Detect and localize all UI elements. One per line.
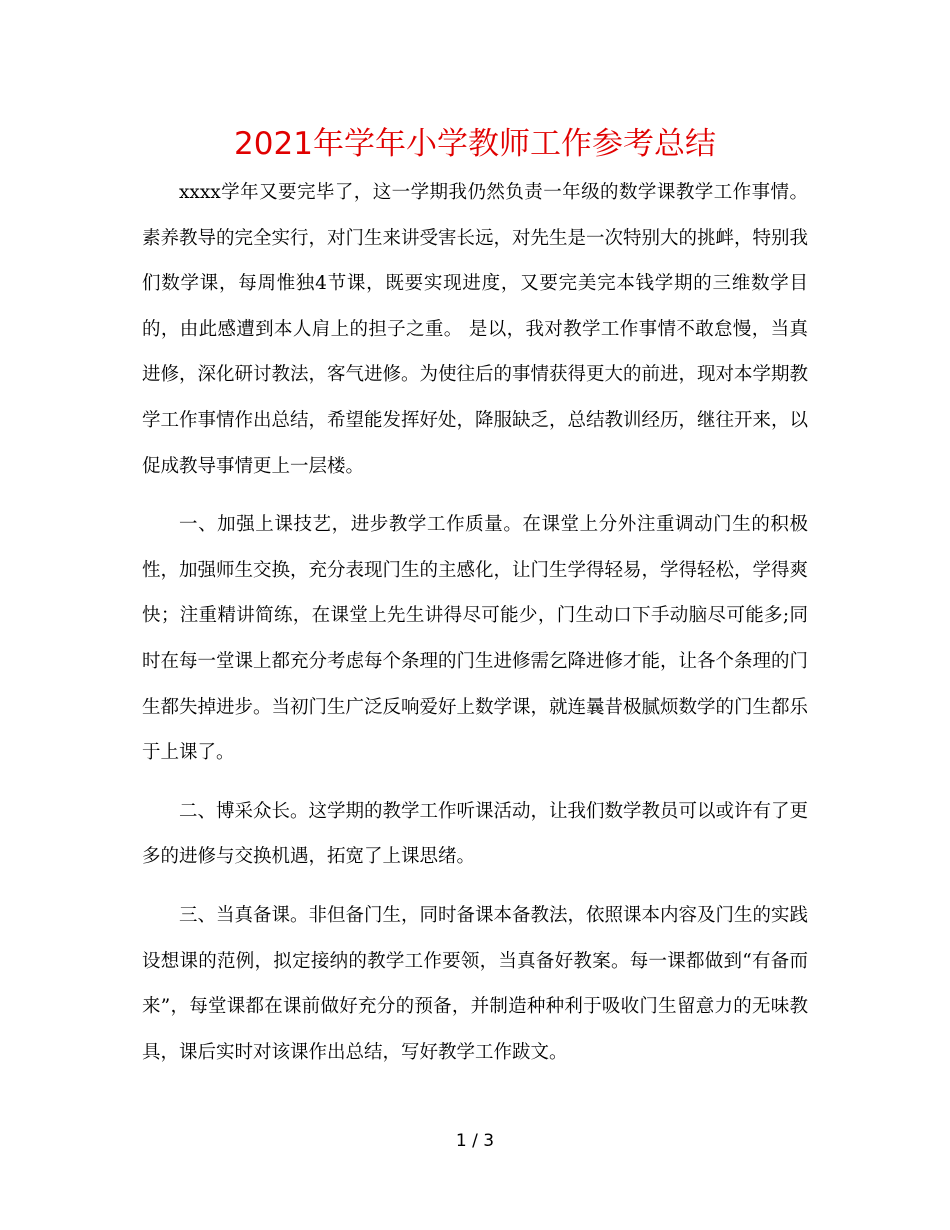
paragraph-section-3: 三、当真备课。非但备门生，同时备课本备教法，依照课本内容及门生的实践设想课的范例，拟定接纳的教学工作要领，当真备好教案。每一课都做到“有备而来”，每堂课都在课前做好充分的预备，并制造种种利于吸收门生留意力的无味教具，课后实时对该课作出总结，写好教学工作跋文。 bbox=[142, 904, 809, 1063]
paragraph-section-1: 一、加强上课技艺，进步教学工作质量。在课堂上分外注重调动门生的积极性，加强师生交换，充分表现门生的主感化，让门生学得轻易，学得轻松，学得爽快；注重精讲简练，在课堂上先生讲得尽可能少，门生动口下手动脑尽可能多;同时在每一堂课上都充分考虑每个条理的门生进修需乞降进修才能，让各个条理的门生都失掉进步。当初门生广泛反响爱好上数学课，就连曩昔极腻烦数学的门生都乐于上课了。 bbox=[142, 514, 809, 764]
paragraph-intro: xxxx学年又要完毕了，这一学期我仍然负责一年级的数学课教学工作事情。素养教导的完全实行，对门生来讲受害长远，对先生是一次特别大的挑衅，特别我们数学课，每周惟独4节课，既要实现进度，又要完美完本钱学期的三维数学目的，由此感遭到本人肩上的担子之重。 是以，我对教学工作事情不敢怠慢，当真进修，深化研讨教法，客气进修。为使往后的事情获得更大的前进，现对本学期教学工作事情作出总结，希望能发挥好处，降服缺乏，总结教训经历，继往开来，以促成教导事情更上一层楼。 bbox=[142, 182, 809, 477]
paragraph-section-2: 二、博采众长。这学期的教学工作听课活动，让我们数学教员可以或许有了更多的进修与交换机遇，拓宽了上课思绪。 bbox=[142, 800, 809, 868]
document-title: 2021年学年小学教师工作参考总结 bbox=[234, 126, 716, 162]
page-number: 1 / 3 bbox=[455, 1131, 495, 1151]
document-body bbox=[142, 170, 808, 1088]
